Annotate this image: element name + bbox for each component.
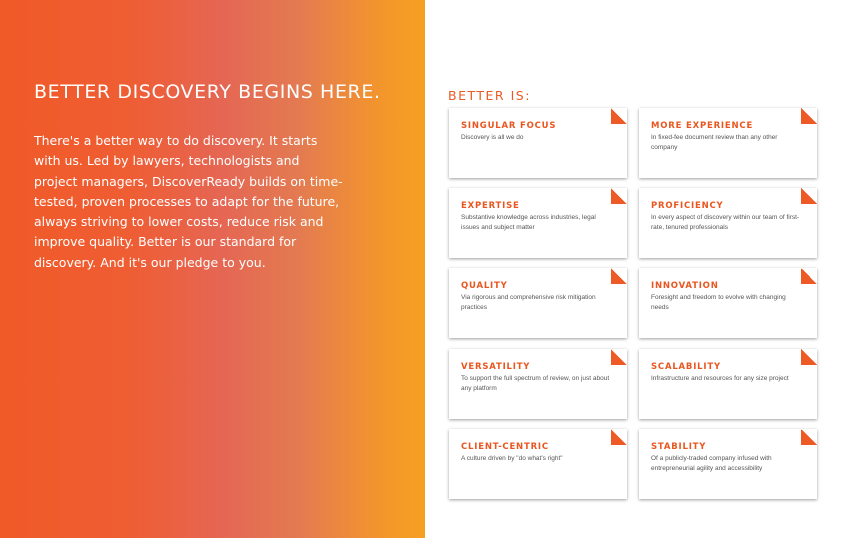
folded-corner-icon <box>801 188 817 204</box>
card-title: EXPERTISE <box>461 201 520 211</box>
card-title: SINGULAR FOCUS <box>461 121 557 131</box>
folded-corner-icon <box>801 429 817 445</box>
card-title: PROFICIENCY <box>651 201 724 211</box>
card-description: Infrastructure and resources for any size project <box>651 375 789 382</box>
headline: BETTER DISCOVERY BEGINS HERE. <box>34 81 381 103</box>
card-title: SCALABILITY <box>651 362 721 372</box>
card-title: MORE EXPERIENCE <box>651 121 754 131</box>
card-title: INNOVATION <box>651 281 719 291</box>
card-description: Discovery is all we do <box>461 134 524 141</box>
card-description: Via rigorous and comprehensive risk mitigation practices <box>461 294 596 312</box>
card-description: Of a publicly-traded company infused with entrepreneurial agility and accessibility <box>651 455 772 473</box>
card-expertise <box>449 188 627 258</box>
card-innovation <box>639 268 817 338</box>
card-title: QUALITY <box>461 281 508 291</box>
card-quality <box>449 268 627 338</box>
card-stability <box>639 429 817 499</box>
card-title: CLIENT-CENTRIC <box>461 442 549 452</box>
folded-corner-icon <box>801 268 817 284</box>
folded-corner-icon <box>611 349 627 365</box>
card-description: Foresight and freedom to evolve with changing needs <box>651 294 786 312</box>
card-versatility <box>449 349 627 419</box>
card-more-experience <box>639 108 817 178</box>
card-singular-focus <box>449 108 627 178</box>
card-scalability <box>639 349 817 419</box>
folded-corner-icon <box>611 268 627 284</box>
section-title: BETTER IS: <box>448 88 531 103</box>
folded-corner-icon <box>801 108 817 124</box>
card-title: VERSATILITY <box>461 362 531 372</box>
folded-corner-icon <box>801 349 817 365</box>
intro-paragraph: There's a better way to do discovery. It starts with us. Led by lawyers, technologists and project managers, DiscoverReady builds on time-tested, proven processes to adapt for the future, always striving to lower costs, reduce risk and improve quality. Better is our standard for discovery. And it's our pledge to you. <box>34 133 343 270</box>
card-proficiency <box>639 188 817 258</box>
folded-corner-icon <box>611 108 627 124</box>
card-description: In every aspect of discovery within our team of first-rate, tenured professionals <box>651 214 800 232</box>
card-description: A culture driven by "do what's right" <box>461 455 563 462</box>
card-title: STABILITY <box>651 442 707 452</box>
folded-corner-icon <box>611 429 627 445</box>
card-description: In fixed-fee document review than any other company <box>651 134 778 152</box>
card-description: To support the full spectrum of review, on just about any platform <box>461 375 610 393</box>
card-description: Substantive knowledge across industries, legal issues and subject matter <box>461 214 596 232</box>
folded-corner-icon <box>611 188 627 204</box>
card-client-centric <box>449 429 627 499</box>
